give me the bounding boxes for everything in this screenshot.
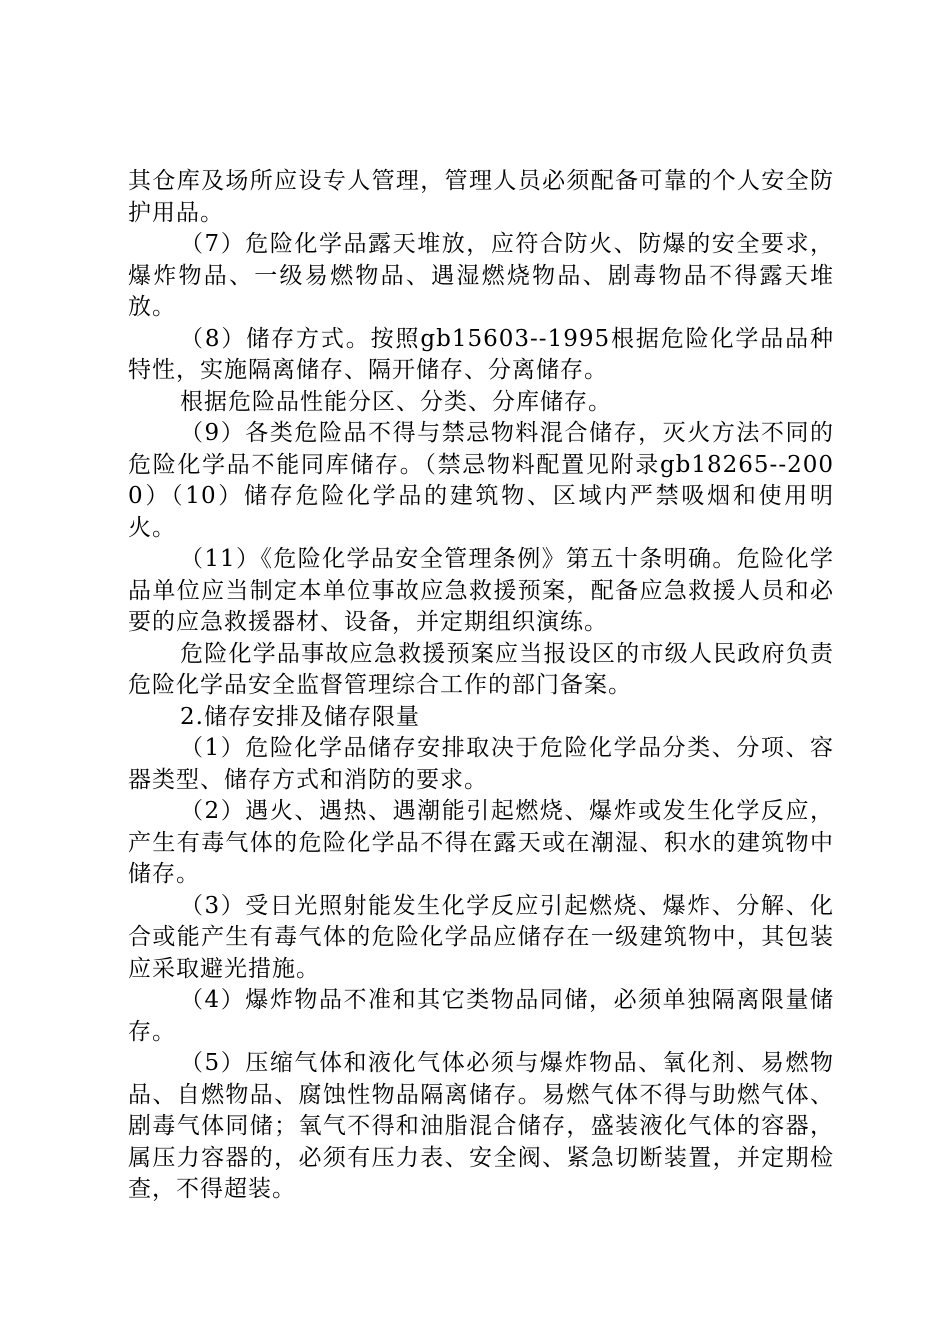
paragraph-12: （4）爆炸物品不准和其它类物品同储，必须单独隔离限量储存。 (128, 987, 834, 1045)
paragraph-1: 其仓库及场所应设专人管理，管理人员必须配备可靠的个人安全防护用品。 (128, 168, 834, 226)
document-page (128, 166, 834, 1206)
paragraph-10: （2）遇火、遇热、遇潮能引起燃烧、爆炸或发生化学反应，产生有毒气体的危险化学品不得在露天或在潮湿、积水的建筑物中储存。 (128, 798, 834, 887)
paragraph-7: 危险化学品事故应急救援预案应当报设区的市级人民政府负责危险化学品安全监督管理综合工作的部门备案。 (128, 640, 834, 698)
paragraph-5: （9）各类危险品不得与禁忌物料混合储存，灭火方法不同的危险化学品不能同库储存。（禁忌物料配置见附录gb18265--2000）（10）储存危险化学品的建筑物、区域内严禁吸烟和使用明火。 (128, 420, 834, 541)
paragraph-6: （11）《危险化学品安全管理条例》第五十条明确。危险化学品单位应当制定本单位事故应急救援预案，配备应急救援人员和必要的应急救援器材、设备，并定期组织演练。 (128, 546, 834, 635)
section-heading: 2.储存安排及储存限量 (180, 703, 420, 730)
paragraph-9: （1）危险化学品储存安排取决于危险化学品分类、分项、容器类型、储存方式和消防的要求。 (128, 735, 834, 793)
paragraph-3: （8）储存方式。按照gb15603--1995根据危险化学品品种特性，实施隔离储存、隔开储存、分离储存。 (128, 325, 834, 383)
paragraph-11: （3）受日光照射能发生化学反应引起燃烧、爆炸、分解、化合或能产生有毒气体的危险化学品应储存在一级建筑物中，其包装应采取避光措施。 (128, 892, 834, 982)
paragraph-2: （7）危险化学品露天堆放，应符合防火、防爆的安全要求，爆炸物品、一级易燃物品、遇湿燃烧物品、剧毒物品不得露天堆放。 (128, 231, 834, 320)
paragraph-4: 根据危险品性能分区、分类、分库储存。 (180, 388, 612, 415)
paragraph-13: （5）压缩气体和液化气体必须与爆炸物品、氧化剂、易燃物品、自燃物品、腐蚀性物品隔离储存。易燃气体不得与助燃气体、剧毒气体同储；氧气不得和油脂混合储存，盛装液化气体的容器，属压力容器的，必须有压力表、安全阀、紧急切断装置，并定期检查，不得超装。 (128, 1050, 834, 1202)
